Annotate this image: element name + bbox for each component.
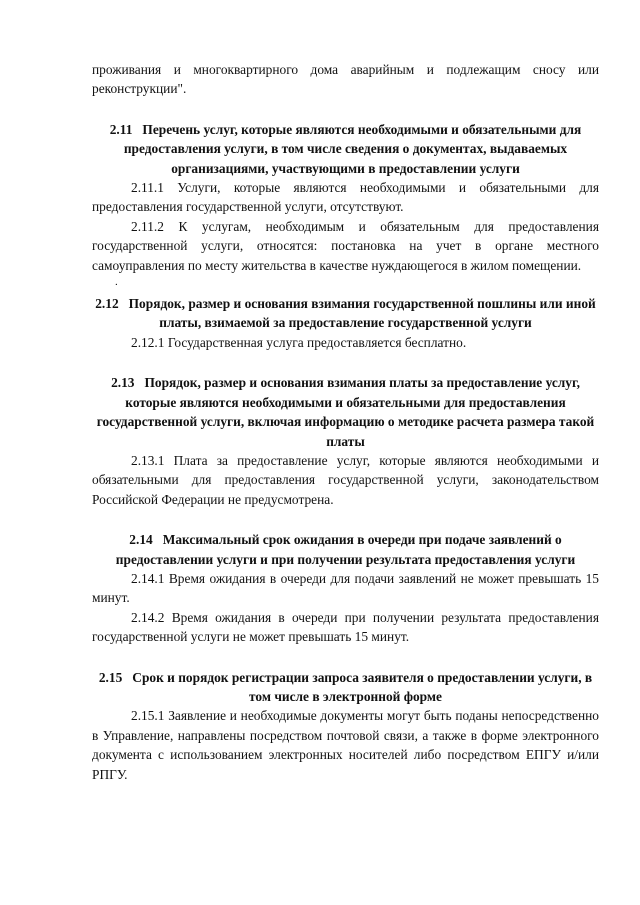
paragraph-2-14-2: 2.14.2 Время ожидания в очереди при получении результата предоставления государственной услуги не может превышать 15 минут.: [92, 609, 599, 645]
section-heading-2-11: [92, 120, 599, 178]
spacer: [92, 647, 599, 668]
section-number: 2.12: [95, 296, 119, 312]
section-title: Максимальный срок ожидания в очереди при подаче заявлений о предоставлении услуги и при получении результата предоставления услуги: [115, 532, 576, 567]
paragraph-2-13-1: 2.13.1 Плата за предоставление услуг, которые являются необходимыми и обязательными для предоставления государственной услуги, законодательством Российской Федерации не предусмотрена.: [92, 452, 599, 507]
paragraph-2-14-1: 2.14.1 Время ожидания в очереди для подачи заявлений не может превышать 15 минут.: [92, 570, 599, 606]
section-number: 2.11: [109, 121, 133, 137]
paragraph-2-12-1: 2.12.1 Государственная услуга предоставляется бесплатно.: [131, 334, 467, 350]
section-heading-2-13: [92, 373, 599, 451]
stray-mark-line: [92, 275, 599, 294]
paragraph-2-15-1: 2.15.1 Заявление и необходимые документы могут быть поданы непосредственно в Управление, направлены посредством почтовой связи, а также в форме электронного документа с использованием электронных носителей либо посредством ЕПГУ и/или РПГУ.: [92, 708, 599, 782]
spacer: [92, 352, 599, 373]
document-page: [92, 60, 599, 784]
section-title: Срок и порядок регистрации запроса заявителя о предоставлении услуги, в том числе в электронной форме: [132, 669, 593, 704]
section-title: Порядок, размер и основания взимания государственной пошлины или иной платы, взимаемой за предоставление государственной услуги: [128, 296, 596, 331]
spacer: [92, 99, 599, 120]
section-number: 2.13: [111, 375, 135, 391]
section-number: 2.14: [129, 532, 153, 548]
stray-mark: .: [115, 276, 118, 289]
paragraph-2-11-1: 2.11.1 Услуги, которые являются необходимыми и обязательными для предоставления государственной услуги, отсутствуют.: [92, 180, 599, 215]
section-number: 2.15: [98, 669, 123, 685]
section-title: Перечень услуг, которые являются необходимыми и обязательными для предоставления услуги, в том числе сведения о документах, выдаваемых организациями, участвующими в предоставлении услуги: [123, 121, 582, 176]
spacer: [92, 509, 599, 530]
paragraph-2-11-2: 2.11.2 К услугам, необходимым и обязательным для предоставления государственной услуги, относятся: постановка на учет в органе местного самоуправления по месту жительства в качестве нуждающегося в жилом помещении.: [92, 218, 599, 273]
section-heading-2-15: [92, 668, 599, 707]
section-title: Порядок, размер и основания взимания платы за предоставление услуг, которые являются необходимыми и обязательными для предоставления государственной услуги, включая информацию о методике расчета размера такой платы: [96, 375, 595, 449]
section-heading-2-14: [92, 530, 599, 569]
intro-paragraph-tail: проживания и многоквартирного дома аварийным и подлежащим сносу или реконструкции".: [92, 62, 599, 97]
section-heading-2-12: [92, 294, 599, 333]
